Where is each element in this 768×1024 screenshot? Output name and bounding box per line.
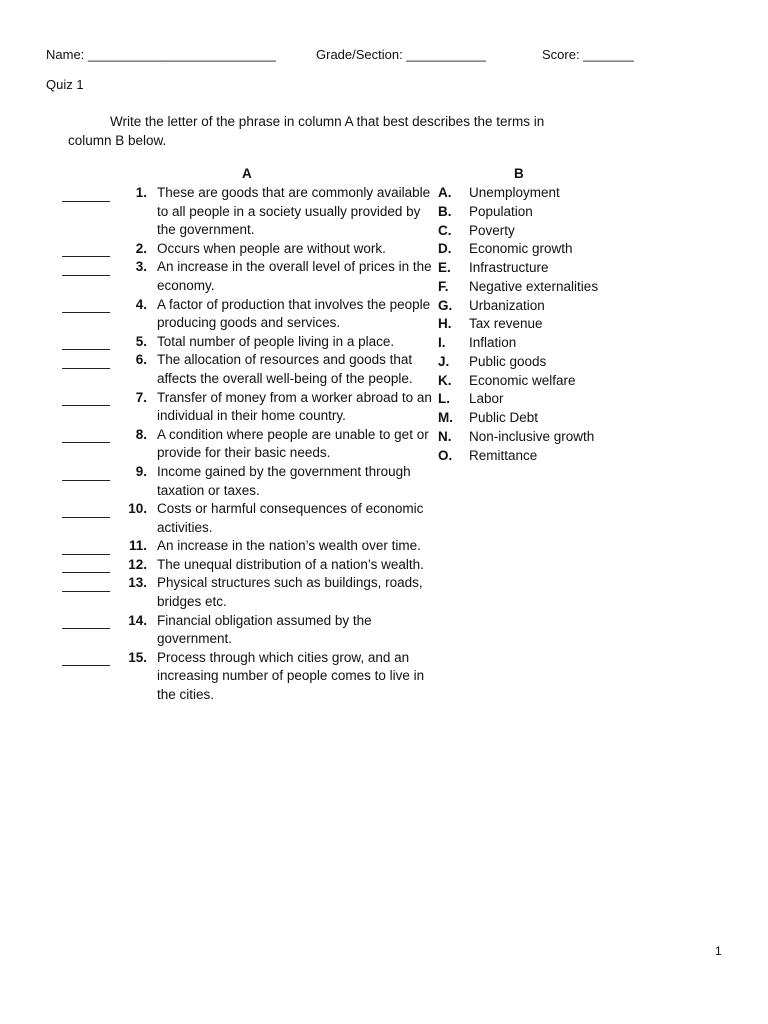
question-item <box>62 463 432 500</box>
question-text: A factor of production that involves the people producing goods and services. <box>157 296 431 331</box>
question-text: Income gained by the government through taxation or taxes. <box>157 463 411 498</box>
choice-term: Unemployment <box>469 185 560 200</box>
choice-item <box>438 409 598 428</box>
choice-letter: N. <box>438 428 452 444</box>
choice-item <box>438 353 598 372</box>
choice-letter: H. <box>438 316 452 332</box>
instructions <box>68 112 568 150</box>
choice-term: Economic growth <box>469 241 573 257</box>
answer-blank[interactable] <box>62 463 110 482</box>
question-number: 12. <box>128 556 147 572</box>
choice-term: Negative externalities <box>469 278 599 294</box>
choice-term: Labor <box>469 391 504 407</box>
answer-blank[interactable] <box>62 333 110 352</box>
name-field[interactable]: Name: __________________________ <box>46 47 276 62</box>
question-text: Transfer of money from a worker abroad to an individual in their home country. <box>157 389 432 424</box>
question-text: The allocation of resources and goods that affects the overall well-being of the people. <box>157 352 413 386</box>
question-text: The unequal distribution of a nation’s wealth. <box>157 556 424 572</box>
question-text: A condition where people are unable to get or provide for their basic needs. <box>157 426 429 461</box>
question-item <box>62 389 432 426</box>
choice-letter: K. <box>438 372 452 388</box>
choice-item <box>438 315 598 334</box>
choice-item <box>438 334 598 353</box>
question-item <box>62 500 432 537</box>
quiz-title: Quiz 1 <box>46 77 84 92</box>
choice-letter: I. <box>438 335 446 350</box>
choice-item <box>438 390 598 409</box>
question-text: These are goods that are commonly available to all people in a society usually provided by the government. <box>157 185 431 238</box>
choice-letter: F. <box>438 278 449 294</box>
question-number: 5. <box>135 333 147 349</box>
choice-letter: J. <box>438 353 450 369</box>
choice-item <box>438 447 598 466</box>
choice-term: Economic welfare <box>469 372 576 388</box>
question-item <box>62 426 432 463</box>
choice-letter: M. <box>438 410 453 425</box>
choice-term: Tax revenue <box>469 316 543 332</box>
choice-item <box>438 184 598 203</box>
question-text: Costs or harmful consequences of economic activities. <box>157 501 424 535</box>
question-number: 4. <box>135 296 147 312</box>
answer-blank[interactable] <box>62 296 110 315</box>
question-number: 13. <box>128 575 147 591</box>
column-a-header: A <box>242 166 252 181</box>
instructions-line-2: column B below. <box>68 133 167 148</box>
question-number: 11. <box>128 538 147 554</box>
choice-term: Remittance <box>469 447 538 463</box>
question-number: 1. <box>135 185 147 200</box>
question-number: 6. <box>135 352 147 368</box>
answer-blank[interactable] <box>62 351 110 370</box>
question-text: Physical structures such as buildings, roads, bridges etc. <box>157 575 423 610</box>
question-item <box>62 296 432 333</box>
grade-section-field[interactable]: Grade/Section: ___________ <box>316 47 486 62</box>
choice-letter: C. <box>438 222 452 238</box>
page-number: 1 <box>715 944 722 958</box>
answer-blank[interactable] <box>62 426 110 445</box>
question-item <box>62 649 432 705</box>
question-item <box>62 351 432 388</box>
question-number: 7. <box>135 389 147 405</box>
answer-blank[interactable] <box>62 612 110 631</box>
choice-letter: L. <box>438 391 450 407</box>
choice-letter: G. <box>438 297 453 313</box>
question-item <box>62 556 432 575</box>
question-item <box>62 574 432 611</box>
choice-letter: B. <box>438 203 452 219</box>
choice-item <box>438 297 598 316</box>
question-number: 9. <box>135 463 147 479</box>
choice-term: Population <box>469 203 533 219</box>
question-number: 15. <box>128 649 147 665</box>
answer-blank[interactable] <box>62 556 110 575</box>
choice-item <box>438 372 598 391</box>
question-text: Total number of people living in a place. <box>157 333 395 349</box>
instructions-line-1: Write the letter of the phrase in column A that best describes the terms in <box>110 114 545 129</box>
answer-blank[interactable] <box>62 184 110 203</box>
question-number: 10. <box>128 501 147 517</box>
question-number: 3. <box>135 259 147 275</box>
choice-letter: D. <box>438 241 452 257</box>
question-item <box>62 240 432 259</box>
choice-item <box>438 259 598 278</box>
choice-term: Public Debt <box>469 410 539 425</box>
answer-blank[interactable] <box>62 258 110 277</box>
answer-blank[interactable] <box>62 649 110 668</box>
question-text: An increase in the nation’s wealth over time. <box>157 538 421 554</box>
question-item <box>62 184 432 240</box>
question-text: Financial obligation assumed by the government. <box>157 612 372 647</box>
choice-term: Poverty <box>469 222 515 238</box>
answer-blank[interactable] <box>62 240 110 259</box>
question-text: Process through which cities grow, and an increasing number of people comes to live in the cities. <box>157 649 425 703</box>
question-item <box>62 612 432 649</box>
answer-blank[interactable] <box>62 537 110 556</box>
answer-blank[interactable] <box>62 389 110 408</box>
question-number: 14. <box>128 612 147 628</box>
choice-letter: E. <box>438 260 451 275</box>
question-text: Occurs when people are without work. <box>157 240 386 256</box>
question-number: 2. <box>135 240 147 256</box>
choice-item <box>438 222 598 241</box>
choice-term: Non-inclusive growth <box>469 428 595 444</box>
choice-term: Urbanization <box>469 297 545 313</box>
choice-item <box>438 428 598 447</box>
question-text: An increase in the overall level of prices in the economy. <box>157 259 432 293</box>
column-b-header: B <box>514 166 524 181</box>
choice-term: Infrastructure <box>469 260 549 275</box>
choice-letter: O. <box>438 447 453 463</box>
question-item <box>62 537 432 556</box>
choice-item <box>438 203 598 222</box>
choice-term: Inflation <box>469 335 517 350</box>
choice-term: Public goods <box>469 353 547 369</box>
score-field[interactable]: Score: _______ <box>542 47 634 62</box>
column-b-choices <box>438 184 598 465</box>
choice-item <box>438 278 598 297</box>
answer-blank[interactable] <box>62 500 110 519</box>
question-number: 8. <box>135 426 147 442</box>
question-item <box>62 333 432 352</box>
choice-item <box>438 240 598 259</box>
column-a-questions <box>62 184 432 705</box>
answer-blank[interactable] <box>62 574 110 593</box>
choice-letter: A. <box>438 185 452 200</box>
question-item <box>62 258 432 295</box>
